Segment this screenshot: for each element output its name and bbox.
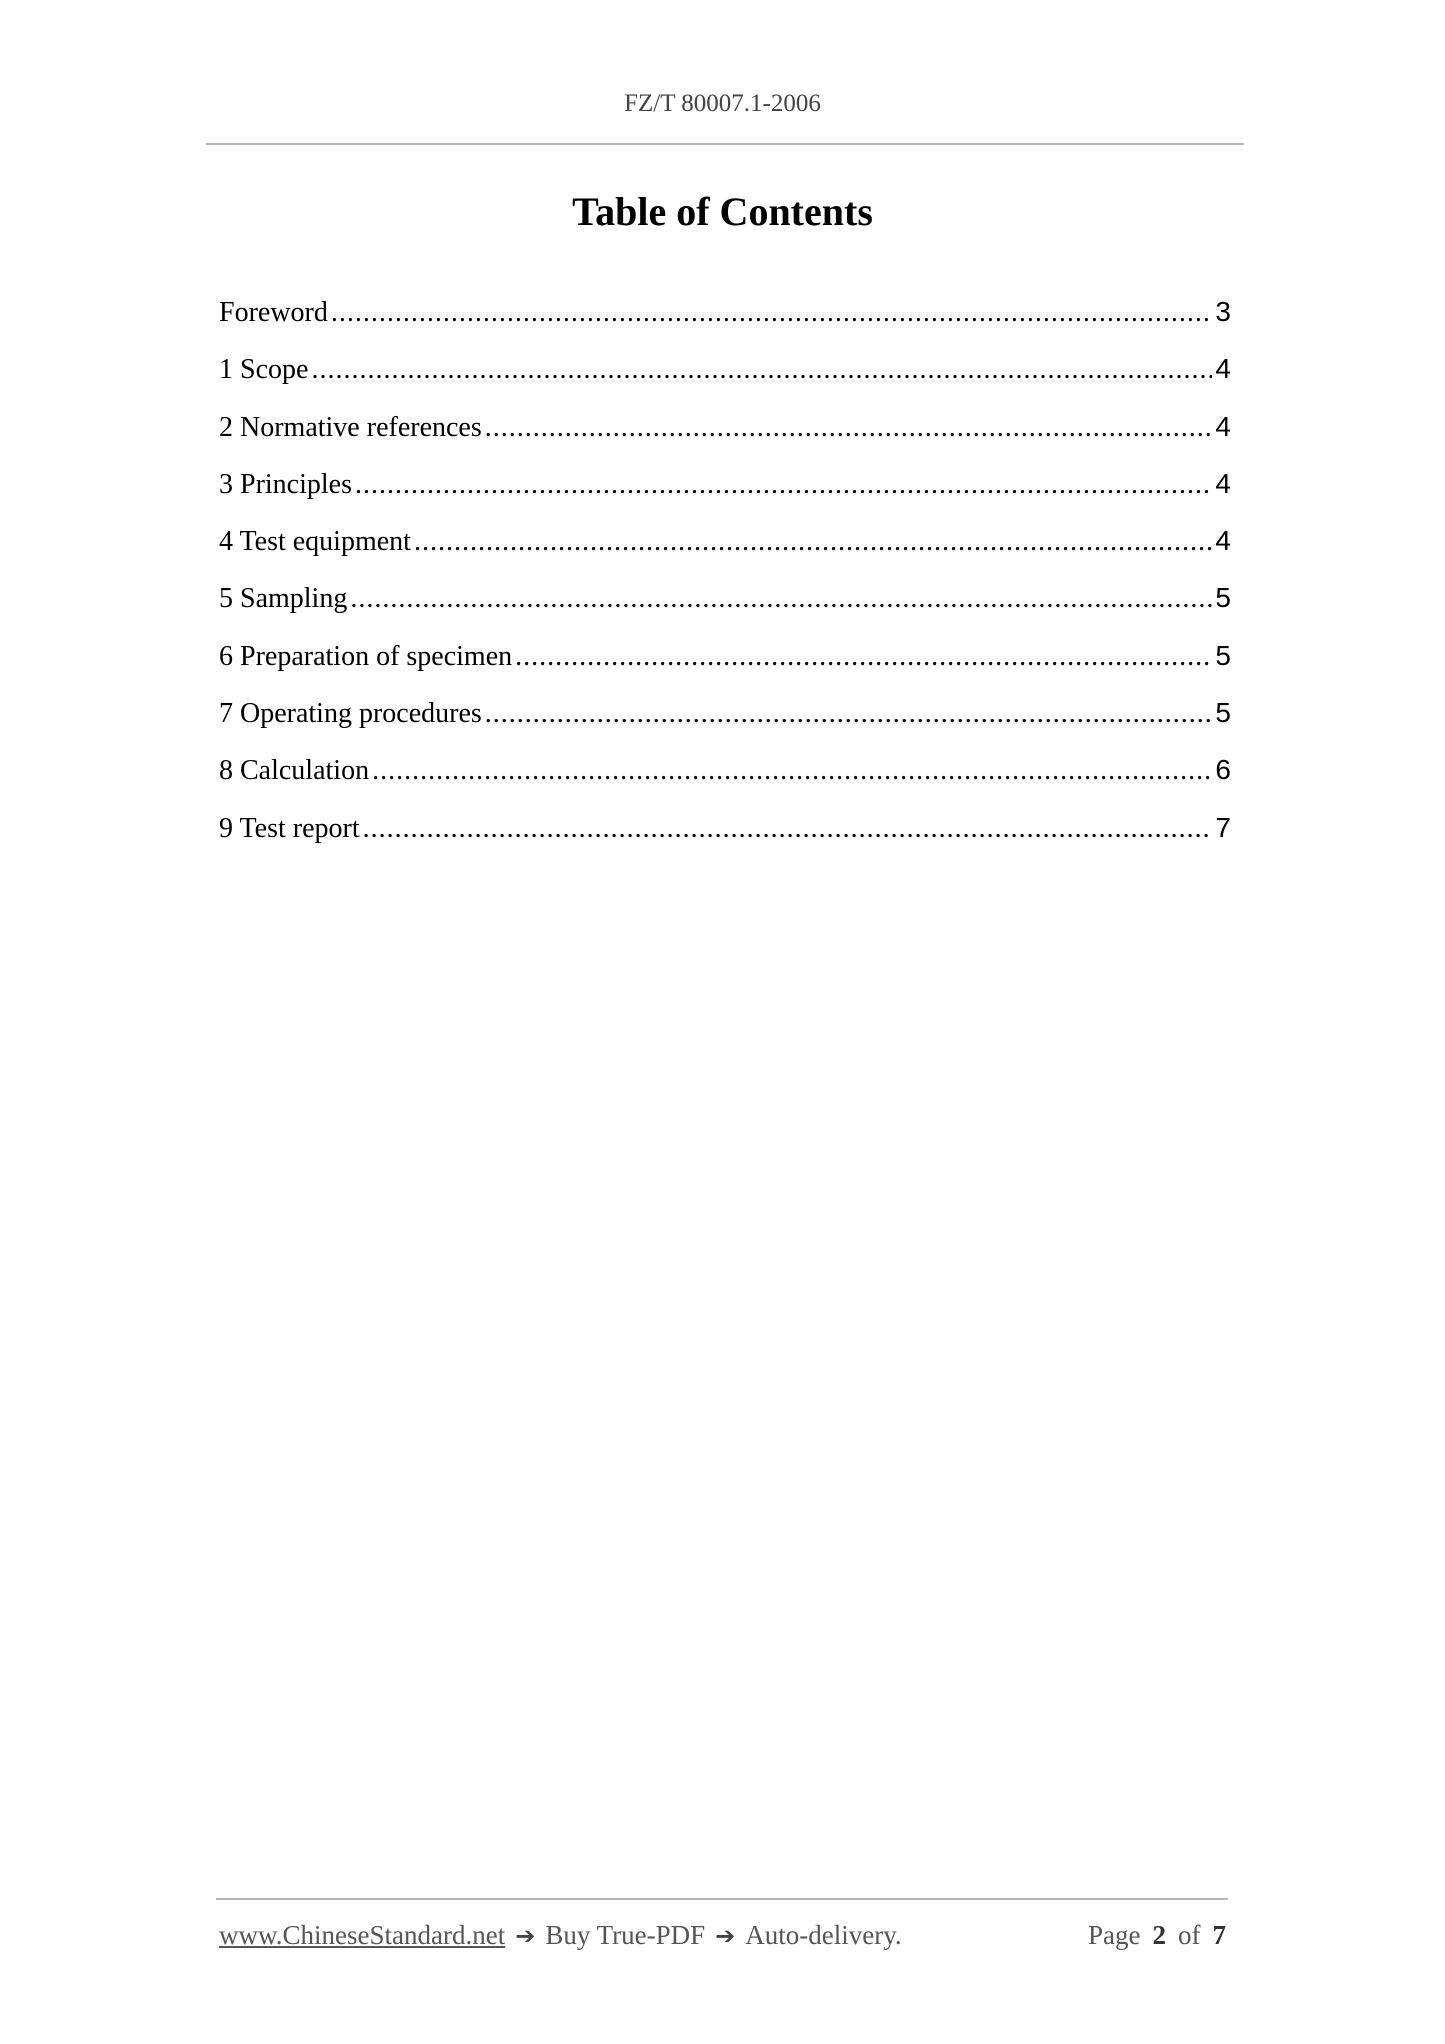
dot-leader (485, 698, 1213, 730)
website-link[interactable]: www.ChineseStandard.net (219, 1920, 506, 1950)
toc-entry-test-report[interactable] (219, 812, 1231, 869)
footer-step-delivery: Auto-delivery. (745, 1920, 902, 1950)
toc-entry-foreword[interactable] (219, 296, 1231, 353)
table-of-contents (219, 296, 1231, 869)
of-word: of (1178, 1920, 1201, 1950)
toc-entry-page-number: 4 (1215, 353, 1231, 385)
footer-step-buy: Buy True-PDF (545, 1920, 706, 1950)
toc-entry-sampling[interactable] (219, 582, 1231, 639)
footer-divider (216, 1898, 1228, 1900)
toc-entry-page-number: 5 (1215, 639, 1231, 671)
toc-entry-label: 1 Scope (219, 354, 309, 386)
toc-entry-label: 7 Operating procedures (219, 698, 482, 730)
dot-leader (372, 755, 1212, 787)
toc-entry-page-number: 5 (1215, 697, 1231, 729)
toc-entry-label: 9 Test report (219, 812, 360, 844)
current-page-number: 2 (1152, 1920, 1166, 1950)
header-divider (206, 143, 1244, 145)
toc-entry-test-equipment[interactable] (219, 525, 1231, 582)
toc-entry-label: 6 Preparation of specimen (219, 640, 513, 672)
dot-leader (485, 412, 1213, 444)
toc-entry-page-number: 7 (1215, 811, 1231, 843)
toc-entry-page-number: 6 (1215, 754, 1231, 786)
toc-entry-calculation[interactable] (219, 754, 1231, 811)
toc-entry-normative-references[interactable] (219, 411, 1231, 468)
page-footer (219, 1920, 1226, 1951)
dot-leader (350, 583, 1212, 615)
toc-entry-page-number: 3 (1215, 296, 1231, 327)
toc-entry-scope[interactable] (219, 353, 1231, 410)
dot-leader (515, 641, 1212, 673)
toc-entry-page-number: 5 (1215, 582, 1231, 614)
toc-entry-label: 2 Normative references (219, 411, 482, 443)
right-arrow-icon: ➔ (715, 1922, 736, 1950)
toc-entry-preparation-of-specimen[interactable] (219, 640, 1231, 697)
footer-purchase-info (219, 1920, 902, 1951)
dot-leader (414, 526, 1212, 558)
toc-entry-label: 8 Calculation (219, 755, 370, 787)
right-arrow-icon: ➔ (515, 1922, 536, 1950)
toc-entry-principles[interactable] (219, 468, 1231, 525)
toc-entry-page-number: 4 (1215, 467, 1231, 499)
toc-entry-label: Foreword (219, 297, 328, 328)
dot-leader (331, 297, 1213, 329)
dot-leader (311, 354, 1212, 386)
page-counter (1088, 1920, 1226, 1951)
toc-entry-page-number: 4 (1215, 410, 1231, 442)
dot-leader (355, 469, 1212, 501)
toc-entry-page-number: 4 (1215, 525, 1231, 557)
toc-entry-label: 3 Principles (219, 468, 352, 500)
running-header: FZ/T 80007.1-2006 (624, 90, 821, 117)
toc-entry-label: 5 Sampling (219, 583, 348, 615)
toc-entry-operating-procedures[interactable] (219, 697, 1231, 754)
page-title: Table of Contents (572, 189, 873, 234)
toc-entry-label: 4 Test equipment (219, 526, 411, 558)
dot-leader (363, 813, 1213, 845)
page-word: Page (1088, 1920, 1141, 1950)
total-pages-number: 7 (1212, 1920, 1226, 1950)
